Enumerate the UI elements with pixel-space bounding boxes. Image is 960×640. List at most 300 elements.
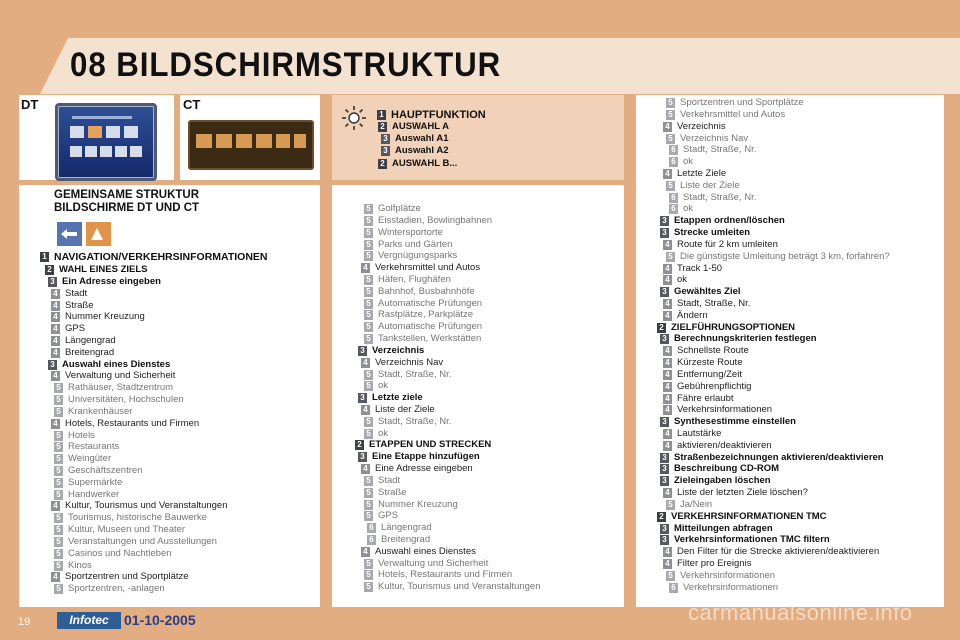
level-badge: 5 [364,488,373,498]
level-badge: 3 [660,464,669,474]
menu-item-label: Schnellste Route [677,345,749,357]
level-badge: 5 [364,228,373,238]
level-badge: 3 [358,452,367,462]
menu-item-label: Golfplätze [378,203,421,214]
level-badge: 3 [660,287,669,297]
menu-item-label: Verkehrsinformationen [677,404,773,416]
menu-item-label: Kinos [68,559,92,571]
menu-item [51,571,189,583]
menu-item [51,500,227,512]
menu-item [660,463,779,475]
menu-item [663,168,726,180]
menu-item [663,121,726,133]
level-badge: 5 [364,299,373,309]
menu-item [54,430,95,442]
level-badge: 5 [54,584,63,594]
menu-item [657,511,827,523]
level-badge: 3 [358,393,367,403]
page-title: 08 BILDSCHIRMSTRUKTUR [70,46,502,84]
level-badge: 4 [361,405,370,415]
dt-screen-image [55,103,157,181]
menu-item [663,393,734,405]
menu-item [54,394,184,406]
menu-item-label: Breitengrad [65,346,115,358]
level-badge: 4 [51,501,60,511]
menu-item-label: Hotels [68,429,95,441]
menu-item [663,487,808,499]
level-badge: 4 [663,240,672,250]
level-badge: 5 [364,381,373,391]
level-badge: 5 [364,417,373,427]
level-badge: 5 [364,275,373,285]
menu-item [51,335,116,347]
common-title-line1: GEMEINSAME STRUKTUR [54,189,200,201]
level-badge: 4 [663,488,672,498]
menu-item [54,406,132,418]
level-badge: 4 [51,336,60,346]
level-badge: 4 [663,441,672,451]
menu-item [663,428,721,440]
level-badge: 5 [666,500,675,510]
menu-item [663,440,772,452]
menu-item-label: Bahnhof, Busbahnhöfe [378,285,475,297]
menu-item-label: AUSWAHL A [392,121,449,132]
menu-item [364,510,398,522]
level-badge: 4 [663,275,672,285]
menu-item [364,581,540,593]
menu-item [669,156,693,168]
menu-item [48,359,170,371]
menu-item [54,524,185,536]
level-badge: 3 [660,476,669,486]
menu-item [51,323,85,335]
page-number: 19 [18,616,31,628]
menu-item [54,441,119,453]
menu-item-label: Parks und Gärten [378,238,453,250]
level-badge: 4 [663,311,672,321]
menu-item [54,512,207,524]
menu-item-label: ok [378,427,389,439]
menu-item-label: ok [378,380,389,392]
level-badge: 2 [45,265,54,275]
level-badge: 5 [54,442,63,452]
menu-item-label: Straße [65,299,94,311]
level-badge: 3 [381,146,390,156]
menu-item-label: Automatische Prüfungen [378,297,483,309]
menu-item [364,227,443,239]
menu-item-label: Eine Etappe hinzufügen [372,451,480,463]
level-badge: 5 [54,549,63,559]
menu-item-label: Rathäuser, Stadtzentrum [68,382,174,394]
menu-item-label: Automatische Prüfungen [378,321,483,333]
menu-item-label: Gewähltes Ziel [674,286,741,298]
menu-item [45,264,148,276]
menu-item-label: Liste der Ziele [375,403,435,415]
menu-item-label: Beschreibung CD-ROM [674,463,780,475]
menu-item-label: Liste der Ziele [680,179,740,191]
menu-item-label: Verkehrsinformationen TMC filtern [674,534,830,546]
menu-item-label: Längengrad [381,522,432,534]
level-badge: 5 [54,431,63,441]
menu-item [663,263,722,275]
menu-item-label: Stadt, Straße, Nr. [683,191,757,203]
menu-item [364,239,452,251]
level-badge: 5 [54,490,63,500]
level-badge: 4 [51,289,60,299]
menu-item [367,522,432,534]
level-badge: 2 [355,440,364,450]
menu-item-label: GPS [65,323,86,335]
menu-item-label: Straße [378,486,407,498]
menu-item [361,546,476,558]
menu-item-label: ok [683,203,694,215]
menu-item-label: GPS [378,510,399,522]
menu-item [666,499,712,511]
menu-item-label: Ein Adresse eingeben [62,275,161,287]
menu-item-label: Auswahl eines Dienstes [62,358,171,370]
level-badge: 5 [364,216,373,226]
level-badge: 5 [364,310,373,320]
menu-item [666,133,748,145]
common-structure-title [54,189,199,215]
menu-item-label: Weingüter [68,453,112,465]
level-badge: 5 [364,582,373,592]
menu-item-label: Fähre erlaubt [677,392,734,404]
menu-item-label: ETAPPEN UND STRECKEN [369,439,492,451]
level-badge: 3 [358,346,367,356]
level-badge: 5 [666,252,675,262]
level-badge: 5 [364,476,373,486]
level-badge: 3 [660,228,669,238]
menu-item-label: VERKEHRSINFORMATIONEN TMC [671,510,827,522]
level-badge: 5 [364,429,373,439]
level-badge: 4 [663,405,672,415]
menu-item-label: Auswahl A1 [395,133,449,145]
level-badge: 4 [663,299,672,309]
level-badge: 4 [663,358,672,368]
watermark: carmanualsonline.info [688,600,913,625]
menu-item [364,569,512,581]
level-badge: 2 [378,159,387,169]
menu-item-label: Den Filter für die Strecke aktivieren/deaktivieren [677,546,880,558]
menu-item-label: Gebührenpflichtig [677,380,752,392]
sun-icon [340,104,368,132]
menu-item-label: Casinos und Nachtleben [68,547,172,559]
level-badge: 4 [361,263,370,273]
level-badge: 5 [364,570,373,580]
menu-item-label: Stadt, Straße, Nr. [683,144,757,156]
menu-item [660,215,785,227]
menu-item [51,370,175,382]
menu-item [364,250,457,262]
level-badge: 5 [666,134,675,144]
level-badge: 3 [660,334,669,344]
menu-item-label: Ändern [677,309,708,321]
menu-item [378,121,449,133]
menu-item-label: Handwerker [68,488,120,500]
menu-item-label: Stadt, Straße, Nr. [677,297,751,309]
menu-item [381,133,449,145]
menu-item-label: Route für 2 km umleiten [677,238,778,250]
menu-item-label: Hotels, Restaurants und Firmen [65,417,200,429]
menu-item-label: Tourismus, historische Bauwerke [68,512,207,524]
menu-item [48,276,161,288]
menu-item-label: Veranstaltungen und Ausstellungen [68,535,217,547]
navigation-heading-text: NAVIGATION/VERKEHRSINFORMATIONEN [54,251,268,263]
menu-item-label: ZIELFÜHRUNGSOPTIONEN [671,321,796,333]
menu-item-label: Liste der letzten Ziele löschen? [677,487,808,499]
hauptfunktion-heading [377,109,486,121]
ct-label: CT [183,97,201,112]
menu-item [663,345,749,357]
level-badge: 3 [48,360,57,370]
menu-item [54,548,172,560]
menu-item [364,321,482,333]
menu-item [358,392,423,404]
menu-item [663,239,778,251]
ct-screen-image [188,120,314,170]
menu-item [364,487,407,499]
menu-item-label: Sportzentren, -anlagen [68,583,165,595]
level-badge: 5 [54,525,63,535]
menu-item-label: Stadt, Straße, Nr. [378,415,452,427]
menu-item-label: Kultur, Tourismus und Veranstaltungen [65,500,228,512]
level-badge: 6 [367,523,376,533]
menu-item-label: Längengrad [65,334,116,346]
menu-item-label: Verwaltung und Sicherheit [65,370,176,382]
menu-item-label: Sportzentren und Sportplätze [65,571,189,583]
level-badge: 4 [663,559,672,569]
level-badge: 6 [669,145,678,155]
menu-item [364,274,451,286]
level-badge: 6 [669,583,678,593]
menu-item [660,475,771,487]
menu-item-label: Ja/Nein [680,498,713,510]
menu-item [361,262,480,274]
level-badge: 5 [54,561,63,571]
level-badge: 5 [364,334,373,344]
menu-item [361,357,443,369]
menu-item-label: Track 1-50 [677,262,723,274]
menu-item [364,428,388,440]
level-badge: 5 [666,110,675,120]
menu-item [666,109,785,121]
menu-item-label: Kultur, Museen und Theater [68,524,186,535]
menu-item [378,158,457,170]
level-badge: 1 [40,252,49,262]
menu-item-label: Verzeichnis Nav [680,132,749,144]
menu-item [381,145,449,157]
menu-item [51,418,199,430]
level-badge: 6 [669,204,678,214]
level-badge: 5 [364,511,373,521]
menu-item [367,534,430,546]
menu-item [669,203,693,215]
menu-item-label: Geschäftszentren [68,464,143,476]
menu-item [660,523,773,535]
level-badge: 5 [364,204,373,214]
level-badge: 4 [663,264,672,274]
hauptfunktion-panel [332,95,624,180]
menu-item [364,558,488,570]
infotec-logo: Infotec [57,612,121,629]
menu-item [660,452,884,464]
level-badge: 3 [660,216,669,226]
menu-item-label: Kürzeste Route [677,357,743,368]
menu-item [361,463,473,475]
menu-item-label: Tankstellen, Werkstätten [378,333,482,344]
menu-item [666,251,890,263]
menu-item [663,357,742,369]
level-badge: 6 [367,535,376,545]
menu-item-label: Rastplätze, Parkplätze [378,309,474,321]
level-badge: 4 [51,324,60,334]
menu-item [54,453,111,465]
menu-item [663,381,751,393]
menu-item-label: Verkehrsmittel und Autos [375,262,481,274]
menu-item-label: Mitteilungen abfragen [674,522,773,534]
menu-item-label: Auswahl eines Dienstes [375,545,476,557]
menu-item [355,439,491,451]
level-badge: 4 [663,346,672,356]
level-badge: 3 [660,535,669,545]
level-badge: 5 [54,537,63,547]
menu-item-label: aktivieren/deaktivieren [677,439,772,451]
menu-item [364,309,473,321]
menu-item [54,465,142,477]
menu-item [660,227,750,239]
menu-item-label: Synthesestimme einstellen [674,416,796,428]
menu-item [51,311,145,323]
menu-item [364,380,388,392]
menu-item-label: Restaurants [68,441,120,453]
menu-item [54,477,122,489]
level-badge: 4 [663,394,672,404]
level-badge: 5 [54,454,63,464]
level-badge: 4 [361,464,370,474]
level-badge: 2 [378,122,387,132]
level-badge: 4 [663,370,672,380]
menu-item [669,582,778,594]
menu-item-label: Straßenbezeichnungen aktivieren/deaktivieren [674,451,884,463]
level-badge: 5 [666,181,675,191]
menu-item-label: WAHL EINES ZIELS [59,264,148,275]
menu-item-label: Vergnügungsparks [378,250,458,262]
level-badge: 3 [48,277,57,287]
menu-item-label: Eisstadien, Bowlingbahnen [378,214,493,226]
menu-item-label: Letzte Ziele [677,167,727,179]
menu-item [666,97,804,109]
level-badge: 4 [663,547,672,557]
menu-item-label: Nummer Kreuzung [378,498,458,510]
level-badge: 5 [54,407,63,417]
menu-item-label: Filter pro Ereignis [677,558,752,569]
menu-item [54,489,119,501]
level-badge: 4 [663,382,672,392]
menu-item-label: Verkehrsmittel und Autos [680,108,786,120]
menu-item [364,298,482,310]
menu-item-label: Universitäten, Hochschulen [68,394,184,405]
menu-item [660,333,817,345]
menu-item-label: Etappen ordnen/löschen [674,215,785,227]
level-badge: 4 [663,169,672,179]
menu-item-label: Eine Adresse eingeben [375,463,473,474]
menu-item [663,298,750,310]
menu-item [669,192,756,204]
menu-item-label: Krankenhäuser [68,405,133,417]
menu-item-label: Kultur, Tourismus und Veranstaltungen [378,581,541,593]
menu-item [361,404,435,416]
menu-item [54,583,165,595]
menu-item-label: Strecke umleiten [674,227,751,238]
level-badge: 5 [666,571,675,581]
menu-item [663,369,742,381]
level-badge: 2 [657,323,666,333]
level-badge: 6 [669,157,678,167]
menu-item [666,570,775,582]
menu-item [660,286,741,298]
level-badge: 5 [54,466,63,476]
menu-item [54,560,92,572]
level-badge: 4 [663,122,672,132]
level-badge: 4 [51,419,60,429]
level-badge: 2 [657,512,666,522]
dt-menu-icons [58,106,154,178]
menu-item-label: Supermärkte [68,476,123,488]
level-badge: 5 [54,513,63,523]
menu-item-label: AUSWAHL B... [392,157,458,169]
level-badge: 3 [660,524,669,534]
menu-item-label: ok [677,274,688,286]
navigation-icons [57,222,111,246]
menu-item-label: Stadt [378,474,401,486]
menu-item-label: Nummer Kreuzung [65,311,145,323]
level-badge: 5 [54,383,63,393]
level-badge: 1 [377,110,386,120]
footer-date: 01-10-2005 [124,612,196,628]
menu-item-label: Häfen, Flughäfen [378,273,451,285]
menu-item [660,416,796,428]
level-badge: 5 [364,322,373,332]
menu-item-label: Auswahl A2 [395,145,449,157]
menu-item [54,536,217,548]
menu-item-label: Hotels, Restaurants und Firmen [378,569,513,581]
menu-item-label: Entfernung/Zeit [677,368,742,380]
menu-item [364,286,475,298]
menu-item [666,180,740,192]
menu-item-label: Die günstigste Umleitung beträgt 3 km, forfahren? [680,250,890,262]
navigation-heading [40,251,268,263]
menu-item-label: Stadt [65,287,88,299]
menu-item [364,475,400,487]
level-badge: 5 [364,287,373,297]
menu-item-label: Verwaltung und Sicherheit [378,557,489,569]
level-badge: 4 [663,429,672,439]
menu-item [358,345,424,357]
menu-item-label: Verzeichnis Nav [375,356,444,368]
menu-item-label: Verzeichnis [677,120,726,132]
menu-item [364,333,481,345]
menu-item [364,416,451,428]
hauptfunktion-heading-text: HAUPTFUNKTION [391,109,486,121]
menu-item [663,546,879,558]
level-badge: 4 [51,312,60,322]
menu-item [364,369,451,381]
menu-item [51,347,114,359]
menu-item [660,534,830,546]
menu-item-label: Zieleingaben löschen [674,475,771,487]
menu-item [663,310,708,322]
